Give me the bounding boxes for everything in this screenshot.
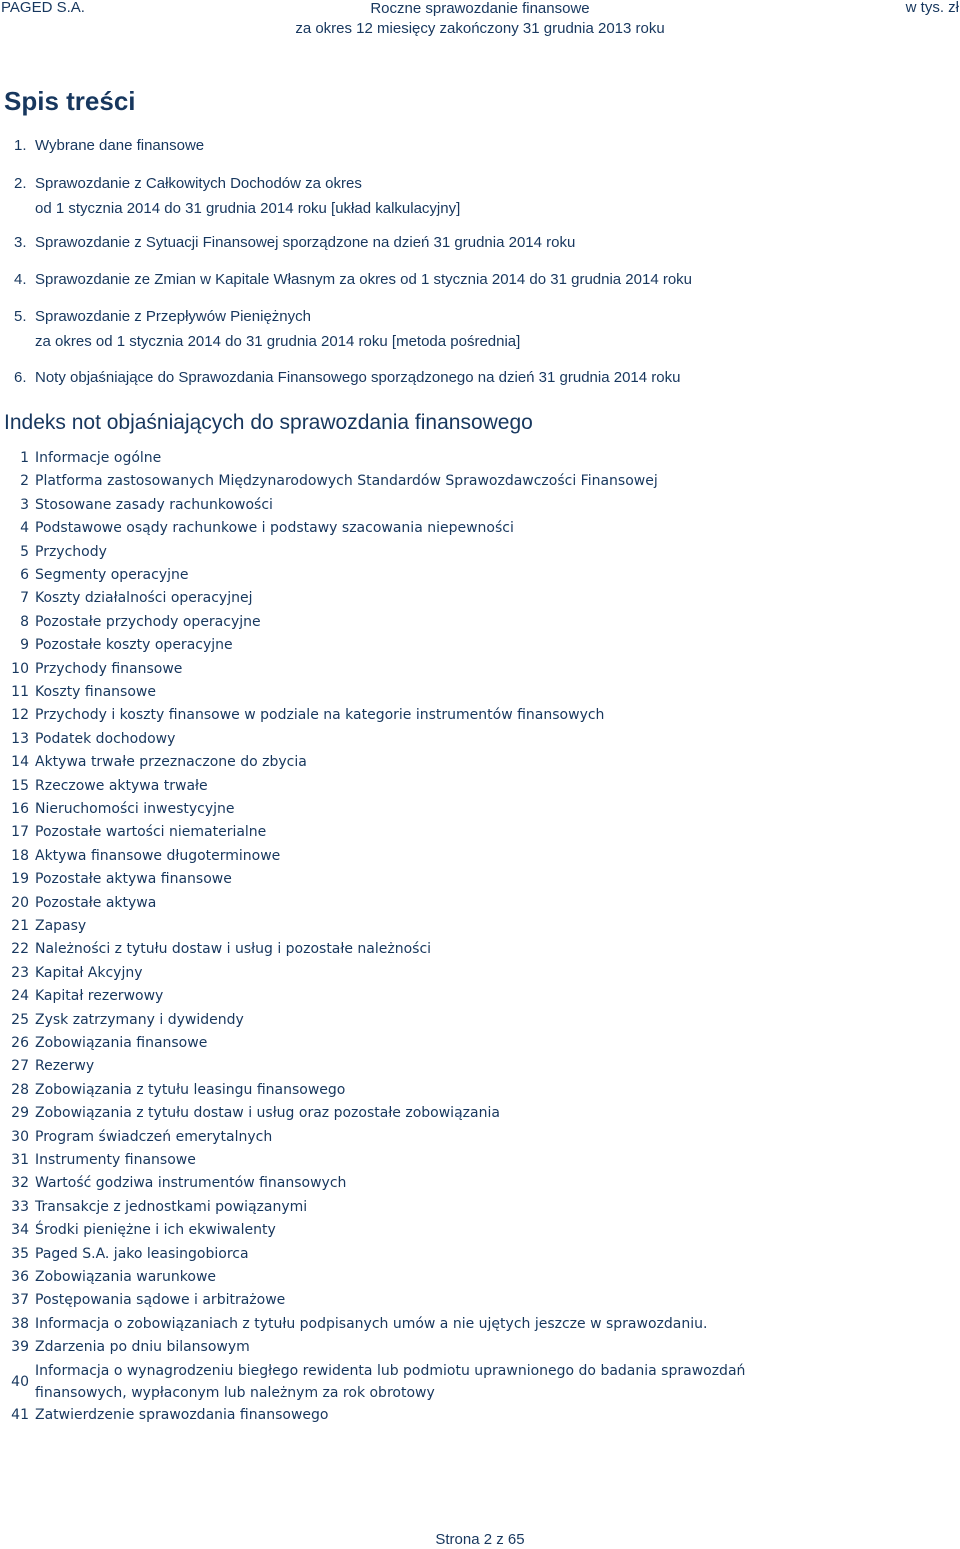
note-title: Zobowiązania z tytułu leasingu finansowego (35, 1081, 346, 1098)
note-number: 16 (11, 801, 29, 817)
note-number: 35 (11, 1245, 29, 1262)
note-title: Podstawowe osądy rachunkowe i podstawy szacowania niepewności (35, 520, 514, 537)
notes-index-item[interactable] (0, 587, 960, 610)
note-number: 7 (20, 590, 29, 607)
toc-item-number: 5. (14, 308, 27, 325)
toc-item-label-continued: od 1 stycznia 2014 do 31 grudnia 2014 roku [układ kalkulacyjny] (35, 200, 461, 217)
note-title: Nieruchomości inwestycyjne (35, 801, 235, 817)
note-title: Kapitał Akcyjny (35, 964, 143, 981)
note-title: Program świadczeń emerytalnych (35, 1128, 273, 1145)
note-number: 21 (11, 918, 29, 934)
notes-index-item[interactable] (0, 1266, 960, 1289)
toc-item-label-continued: za okres od 1 stycznia 2014 do 31 grudnia 2014 roku [metoda pośrednia] (35, 333, 521, 350)
note-title: Podatek dochodowy (35, 730, 176, 747)
toc-item-number: 3. (14, 234, 27, 251)
notes-index-item[interactable] (0, 1009, 960, 1032)
toc-item-label: Sprawozdanie z Sytuacji Finansowej sporządzone na dzień 31 grudnia 2014 roku (35, 234, 576, 251)
note-title: Zobowiązania finansowe (35, 1035, 208, 1051)
notes-index-item[interactable] (0, 1313, 960, 1336)
note-number: 3 (20, 496, 29, 513)
note-title: Informacje ogólne (35, 450, 162, 466)
note-title: Zapasy (35, 918, 87, 934)
note-number: 28 (11, 1081, 29, 1098)
note-title: Instrumenty finansowe (35, 1152, 196, 1168)
note-number: 39 (11, 1339, 29, 1356)
toc-item-number: 6. (14, 369, 27, 386)
note-number: 4 (20, 520, 29, 537)
toc-item-number: 4. (14, 271, 27, 288)
note-number: 24 (11, 988, 29, 1005)
note-title: Należności z tytułu dostaw i usług i pozostałe należności (35, 941, 432, 958)
note-title: Aktywa trwałe przeznaczone do zbycia (35, 754, 307, 771)
notes-index-item[interactable] (0, 845, 960, 868)
company-name: PAGED S.A. (1, 0, 85, 16)
notes-index-item[interactable] (0, 447, 960, 470)
note-number: 12 (11, 707, 29, 724)
notes-index-item[interactable] (0, 1149, 960, 1172)
note-number: 27 (11, 1058, 29, 1075)
page-header (0, 0, 960, 42)
note-number: 13 (11, 730, 29, 747)
note-title: Zysk zatrzymany i dywidendy (35, 1011, 244, 1028)
notes-index-item[interactable] (0, 634, 960, 657)
note-title: Informacja o zobowiązaniach z tytułu podpisanych umów a nie ujętych jeszcze w sprawozdaniu. (35, 1315, 708, 1332)
page-number: Strona 2 z 65 (435, 1531, 525, 1548)
notes-index-item[interactable] (0, 494, 960, 517)
note-title: Koszty finansowe (35, 684, 156, 700)
toc-item[interactable] (14, 133, 204, 158)
note-number: 29 (11, 1105, 29, 1122)
note-number: 22 (11, 941, 29, 958)
note-number: 31 (11, 1152, 29, 1168)
notes-index-item[interactable] (0, 517, 960, 540)
toc-item[interactable] (14, 267, 692, 292)
note-title: Transakcje z jednostkami powiązanymi (35, 1198, 308, 1215)
notes-index-item[interactable] (0, 611, 960, 634)
notes-index-item[interactable] (0, 1196, 960, 1219)
note-title: Środki pieniężne i ich ekwiwalenty (35, 1222, 276, 1239)
note-number: 37 (11, 1292, 29, 1309)
note-number: 33 (11, 1198, 29, 1215)
toc-item-label: Sprawozdanie ze Zmian w Kapitale Własnym za okres od 1 stycznia 2014 do 31 grudnia 2014 roku (35, 271, 693, 288)
note-title: Pozostałe koszty operacyjne (35, 637, 233, 654)
note-number: 14 (11, 754, 29, 771)
toc-item-number: 1. (14, 137, 27, 154)
note-title: Segmenty operacyjne (35, 567, 189, 583)
toc-title: Spis treści (4, 86, 136, 116)
note-title (35, 1360, 745, 1404)
note-title: Paged S.A. jako leasingobiorca (35, 1245, 249, 1262)
toc-item[interactable] (14, 171, 460, 221)
note-title: Aktywa finansowe długoterminowe (35, 847, 281, 864)
note-number: 15 (11, 777, 29, 794)
notes-index-item[interactable] (0, 1289, 960, 1312)
notes-index-item[interactable] (0, 564, 960, 587)
notes-index-item[interactable] (0, 985, 960, 1008)
notes-index-item[interactable] (0, 962, 960, 985)
currency-unit: w tys. zł (905, 0, 959, 16)
note-title-line: finansowych, wypłaconym lub należnym za rok obrotowy (35, 1384, 435, 1401)
note-number: 20 (11, 894, 29, 911)
notes-index-item[interactable] (0, 470, 960, 493)
note-title: Przychody finansowe (35, 660, 183, 677)
toc-item[interactable] (14, 230, 575, 255)
note-number: 11 (11, 684, 29, 700)
notes-index-item[interactable] (0, 1243, 960, 1266)
note-number: 38 (11, 1315, 29, 1332)
notes-index-item[interactable] (0, 1172, 960, 1195)
note-number: 6 (20, 567, 29, 583)
report-period: za okres 12 miesięcy zakończony 31 grudnia 2013 roku (295, 20, 665, 37)
toc-item-label: Sprawozdanie z Całkowitych Dochodów za okres (35, 175, 362, 192)
note-title: Pozostałe przychody operacyjne (35, 613, 261, 630)
note-number: 26 (11, 1035, 29, 1051)
note-number: 34 (11, 1222, 29, 1239)
note-number: 23 (11, 964, 29, 981)
note-title: Postępowania sądowe i arbitrażowe (35, 1292, 286, 1309)
note-number: 9 (20, 637, 29, 654)
note-title: Przychody i koszty finansowe w podziale na kategorie instrumentów finansowych (35, 707, 605, 724)
notes-index-item[interactable] (0, 1079, 960, 1102)
notes-index-item[interactable] (0, 1032, 960, 1055)
note-title: Platforma zastosowanych Międzynarodowych Standardów Sprawozdawczości Finansowej (35, 473, 658, 490)
notes-index-item[interactable] (0, 681, 960, 704)
notes-index-item[interactable] (0, 775, 960, 798)
notes-index-item[interactable] (0, 892, 960, 915)
notes-index-item[interactable] (0, 1219, 960, 1242)
note-number: 40 (11, 1373, 29, 1390)
note-title: Pozostałe wartości niematerialne (35, 824, 267, 841)
notes-index-item[interactable] (0, 1404, 960, 1427)
note-title: Przychody (35, 543, 107, 560)
notes-index-item[interactable] (0, 704, 960, 727)
notes-index-item[interactable] (0, 728, 960, 751)
note-title: Pozostałe aktywa finansowe (35, 871, 232, 888)
toc-item[interactable] (14, 365, 680, 390)
notes-index-item[interactable] (0, 658, 960, 681)
notes-index-item[interactable] (0, 751, 960, 774)
note-title-line: Informacja o wynagrodzeniu biegłego rewidenta lub podmiotu uprawnionego do badania sprawozdań (35, 1362, 746, 1379)
note-number: 19 (11, 871, 29, 888)
note-title: Kapitał rezerwowy (35, 988, 164, 1005)
note-title: Zdarzenia po dniu bilansowym (35, 1339, 250, 1356)
notes-index-item[interactable] (0, 1055, 960, 1078)
note-number: 36 (11, 1269, 29, 1285)
note-number: 8 (20, 613, 29, 630)
report-heading (200, 0, 760, 39)
note-number: 1 (20, 450, 29, 466)
note-title: Koszty działalności operacyjnej (35, 590, 253, 607)
notes-index-item[interactable] (0, 541, 960, 564)
toc-item-label: Noty objaśniające do Sprawozdania Finansowego sporządzonego na dzień 31 grudnia 2014 roku (35, 369, 681, 386)
note-number: 41 (11, 1407, 29, 1424)
toc-item-number: 2. (14, 175, 27, 192)
notes-index-item[interactable] (0, 868, 960, 891)
notes-index-item[interactable] (0, 1126, 960, 1149)
notes-index-item[interactable] (0, 798, 960, 821)
note-title: Zobowiązania z tytułu dostaw i usług oraz pozostałe zobowiązania (35, 1105, 500, 1122)
report-title: Roczne sprawozdanie finansowe (370, 0, 590, 17)
note-number: 2 (20, 473, 29, 490)
note-title: Rezerwy (35, 1058, 95, 1075)
note-title: Pozostałe aktywa (35, 894, 157, 911)
note-number: 18 (11, 847, 29, 864)
note-number: 30 (11, 1128, 29, 1145)
notes-index-item[interactable] (0, 1360, 960, 1404)
notes-index-item[interactable] (0, 915, 960, 938)
note-number: 25 (11, 1011, 29, 1028)
note-title: Stosowane zasady rachunkowości (35, 496, 273, 513)
note-number: 17 (11, 824, 29, 841)
notes-index-item[interactable] (0, 938, 960, 961)
note-title: Rzeczowe aktywa trwałe (35, 777, 208, 794)
toc-item-label: Wybrane dane finansowe (35, 137, 205, 154)
notes-index-item[interactable] (0, 1102, 960, 1125)
note-title: Zatwierdzenie sprawozdania finansowego (35, 1407, 329, 1424)
note-number: 5 (20, 543, 29, 560)
note-title: Wartość godziwa instrumentów finansowych (35, 1175, 347, 1192)
toc-item[interactable] (14, 304, 520, 354)
notes-index-item[interactable] (0, 1336, 960, 1359)
note-title: Zobowiązania warunkowe (35, 1269, 217, 1285)
notes-index-title: Indeks not objaśniających do sprawozdania finansowego (4, 411, 533, 434)
note-number: 32 (11, 1175, 29, 1192)
toc-item-label: Sprawozdanie z Przepływów Pieniężnych (35, 308, 311, 325)
note-number: 10 (11, 660, 29, 677)
notes-index-item[interactable] (0, 821, 960, 844)
